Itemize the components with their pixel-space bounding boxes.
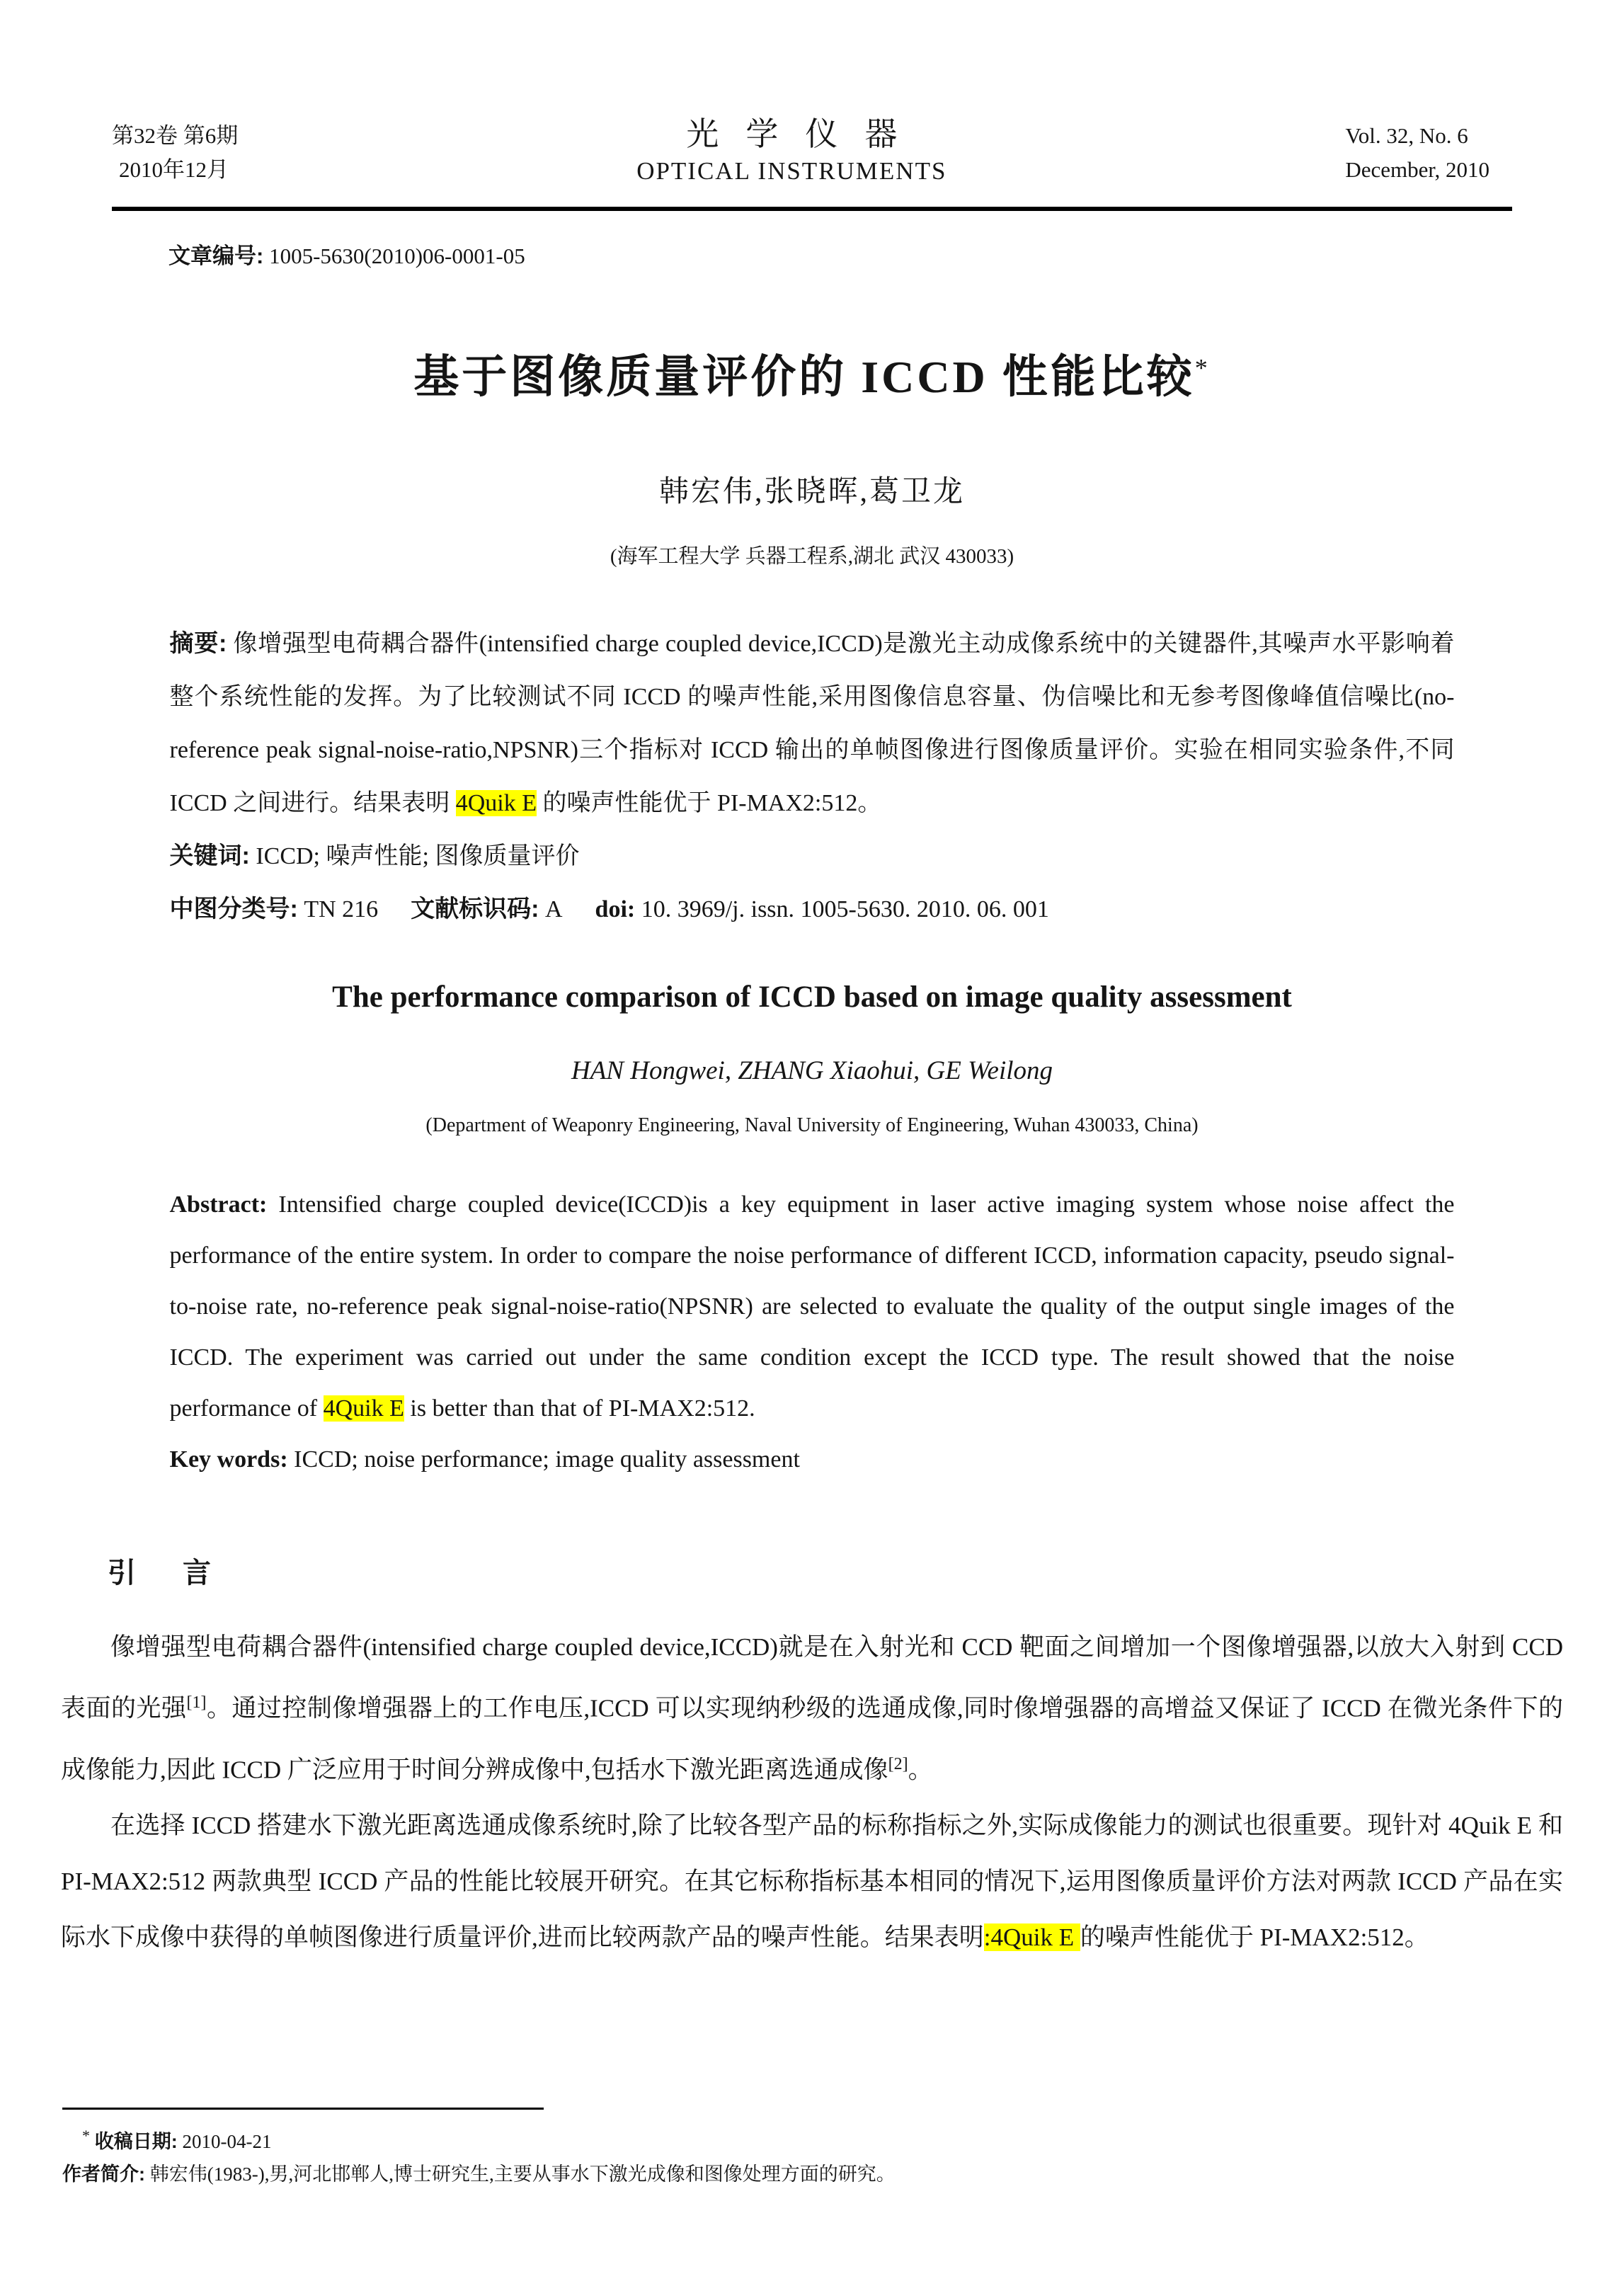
abstract-en-highlight: 4Quik E xyxy=(323,1395,404,1422)
clc-label: 中图分类号: xyxy=(169,896,298,922)
header-divider xyxy=(112,207,1512,211)
keywords-cn-text: ICCD; 噪声性能; 图像质量评价 xyxy=(256,843,580,869)
abstract-en-text-2: is better than that of PI-MAX2:512. xyxy=(404,1395,755,1422)
abstract-cn-text-2: 的噪声性能优于 PI-MAX2:512。 xyxy=(537,790,882,816)
affiliation-en: (Department of Weaponry Engineering, Naval University of Engineering, Wuhan 430033, China) xyxy=(425,1114,1199,1136)
doc-code-value: A xyxy=(544,896,563,922)
article-id-label: 文章编号: xyxy=(168,244,264,268)
journal-name-block xyxy=(636,115,947,188)
footnote-divider xyxy=(62,2108,544,2110)
abstract-cn xyxy=(170,617,1455,830)
p1-seg3: 。 xyxy=(908,1756,933,1784)
footnote-mark: * xyxy=(82,2127,90,2144)
author-bio-label: 作者简介: xyxy=(62,2163,145,2185)
keywords-en-label: Key words: xyxy=(169,1446,288,1473)
volume-issue-en: Vol. 32, No. 6 xyxy=(1345,123,1468,148)
intro-paragraph-2 xyxy=(61,1797,1563,1965)
title-footnote-mark: * xyxy=(1194,353,1211,382)
received-date-label: 收稿日期: xyxy=(94,2131,178,2152)
authors-cn: 韩宏伟,张晓晖,葛卫龙 xyxy=(658,476,965,508)
p2-seg1: 在选择 ICCD 搭建水下激光距离选通成像系统时,除了比较各型产品的标称指标之外,实际成像能力的测试也很重要。现针对 4Quik E 和 PI-MAX2:512 两款典型 ICCD 产品的性能比较展开研究。在其它标称指标基本相同的情况下,运用图像质量评价方法对两款 ICCD 产品在实际水下成像中获得的单帧图像进行质量评价,进而比较两款产品的噪声性能。结果表明 xyxy=(61,1812,1563,1952)
p1-seg2: 。通过控制像增强器上的工作电压,ICCD 可以实现纳秒级的选通成像,同时像增强器的高增益又保证了 ICCD 在微光条件下的成像能力,因此 ICCD 广泛应用于时间分辨成像中,包括水下激光距离选通成像 xyxy=(61,1694,1563,1784)
article-id-line xyxy=(168,238,1624,270)
paper-title-cn-text: 基于图像质量评价的 ICCD 性能比较 xyxy=(413,352,1195,402)
authors-en: HAN Hongwei, ZHANG Xiaohui, GE Weilong xyxy=(571,1056,1053,1085)
intro-paragraph-1 xyxy=(61,1619,1563,1797)
abstract-cn-block xyxy=(170,617,1455,936)
p1-seg1: 像增强型电荷耦合器件(intensified charge coupled device,ICCD)就是在入射光和 CCD 靶面之间增加一个图像增强器,以放大入射到 CCD 表面的光强 xyxy=(61,1633,1563,1722)
date-en: December, 2010 xyxy=(1345,157,1489,182)
abstract-en-block xyxy=(170,1179,1455,1485)
keywords-en-text: ICCD; noise performance; image quality assessment xyxy=(294,1446,800,1473)
received-date-value: 2010-04-21 xyxy=(182,2131,272,2152)
volume-issue-cn: 第32卷 第6期 xyxy=(112,123,239,148)
issue-info-en xyxy=(1345,119,1489,187)
section-heading-intro: 引 言 xyxy=(108,1557,231,1589)
author-bio-value: 韩宏伟(1983-),男,河北邯郸人,博士研究生,主要从事水下激光成像和图像处理方面的研究。 xyxy=(149,2163,896,2185)
date-cn: 2010年12月 xyxy=(119,157,229,182)
abstract-cn-text-1: 像增强型电荷耦合器件(intensified charge coupled device,ICCD)是激光主动成像系统中的关键器件,其噪声水平影响着整个系统性能的发挥。为了比较测试不同 ICCD 的噪声性能,采用图像信息容量、伪信噪比和无参考图像峰值信噪比(no-reference peak signal-noise-ratio,NPSNR)三个指标对 ICCD 输出的单帧图像进行图像质量评价。实验在相同实验条件,不同 ICCD 之间进行。结果表明 xyxy=(169,631,1455,816)
affiliation-cn: (海军工程大学 兵器工程系,湖北 武汉 430033) xyxy=(610,545,1014,568)
paper-title-en: The performance comparison of ICCD based on image quality assessment xyxy=(332,981,1292,1014)
abstract-en xyxy=(170,1179,1455,1434)
journal-name-en: OPTICAL INSTRUMENTS xyxy=(636,157,947,185)
intro-highlight: :4Quik E xyxy=(983,1923,1080,1952)
abstract-cn-label: 摘要: xyxy=(169,630,227,657)
doi-value: 10. 3969/j. issn. 1005-5630. 2010. 06. 001 xyxy=(641,896,1049,922)
intro-body xyxy=(61,1619,1563,1965)
p2-seg2: 的噪声性能优于 PI-MAX2:512。 xyxy=(1080,1923,1429,1952)
journal-header xyxy=(0,0,1624,188)
doc-code-label: 文献标识码: xyxy=(411,896,539,922)
keywords-cn-label: 关键词: xyxy=(169,842,250,869)
footnote-block xyxy=(62,2108,896,2190)
doi-label: doi: xyxy=(595,896,636,922)
clc-value: TN 216 xyxy=(304,896,379,922)
journal-name-cn: 光学仪器 xyxy=(686,116,925,152)
issue-info-cn xyxy=(112,119,238,187)
article-id-value: 1005-5630(2010)06-0001-05 xyxy=(269,244,525,268)
footnote-received-line xyxy=(62,2120,896,2158)
citation-ref-2: [2] xyxy=(888,1754,908,1773)
paper-title-cn xyxy=(0,341,1624,406)
citation-ref-1: [1] xyxy=(186,1693,207,1712)
abstract-en-text-1: Intensified charge coupled device(ICCD)is a key equipment in laser active imaging system whose noise affect the performance of the entire system. In order to compare the noise performance of different ICCD, information capacity, pseudo signal-to-noise rate, no-reference peak signal-noise-ratio(NPSNR) are selected to evaluate the quality of the output single images of the ICCD. The experiment was carried out under the same condition except the ICCD type. The result showed that the noise performance of xyxy=(169,1191,1455,1422)
keywords-en-line xyxy=(170,1434,1455,1485)
footnote-bio-line xyxy=(62,2158,896,2190)
clc-line xyxy=(170,883,1455,936)
abstract-cn-highlight: 4Quik E xyxy=(455,790,537,816)
keywords-cn-line xyxy=(170,830,1455,883)
abstract-en-label: Abstract: xyxy=(169,1191,268,1218)
